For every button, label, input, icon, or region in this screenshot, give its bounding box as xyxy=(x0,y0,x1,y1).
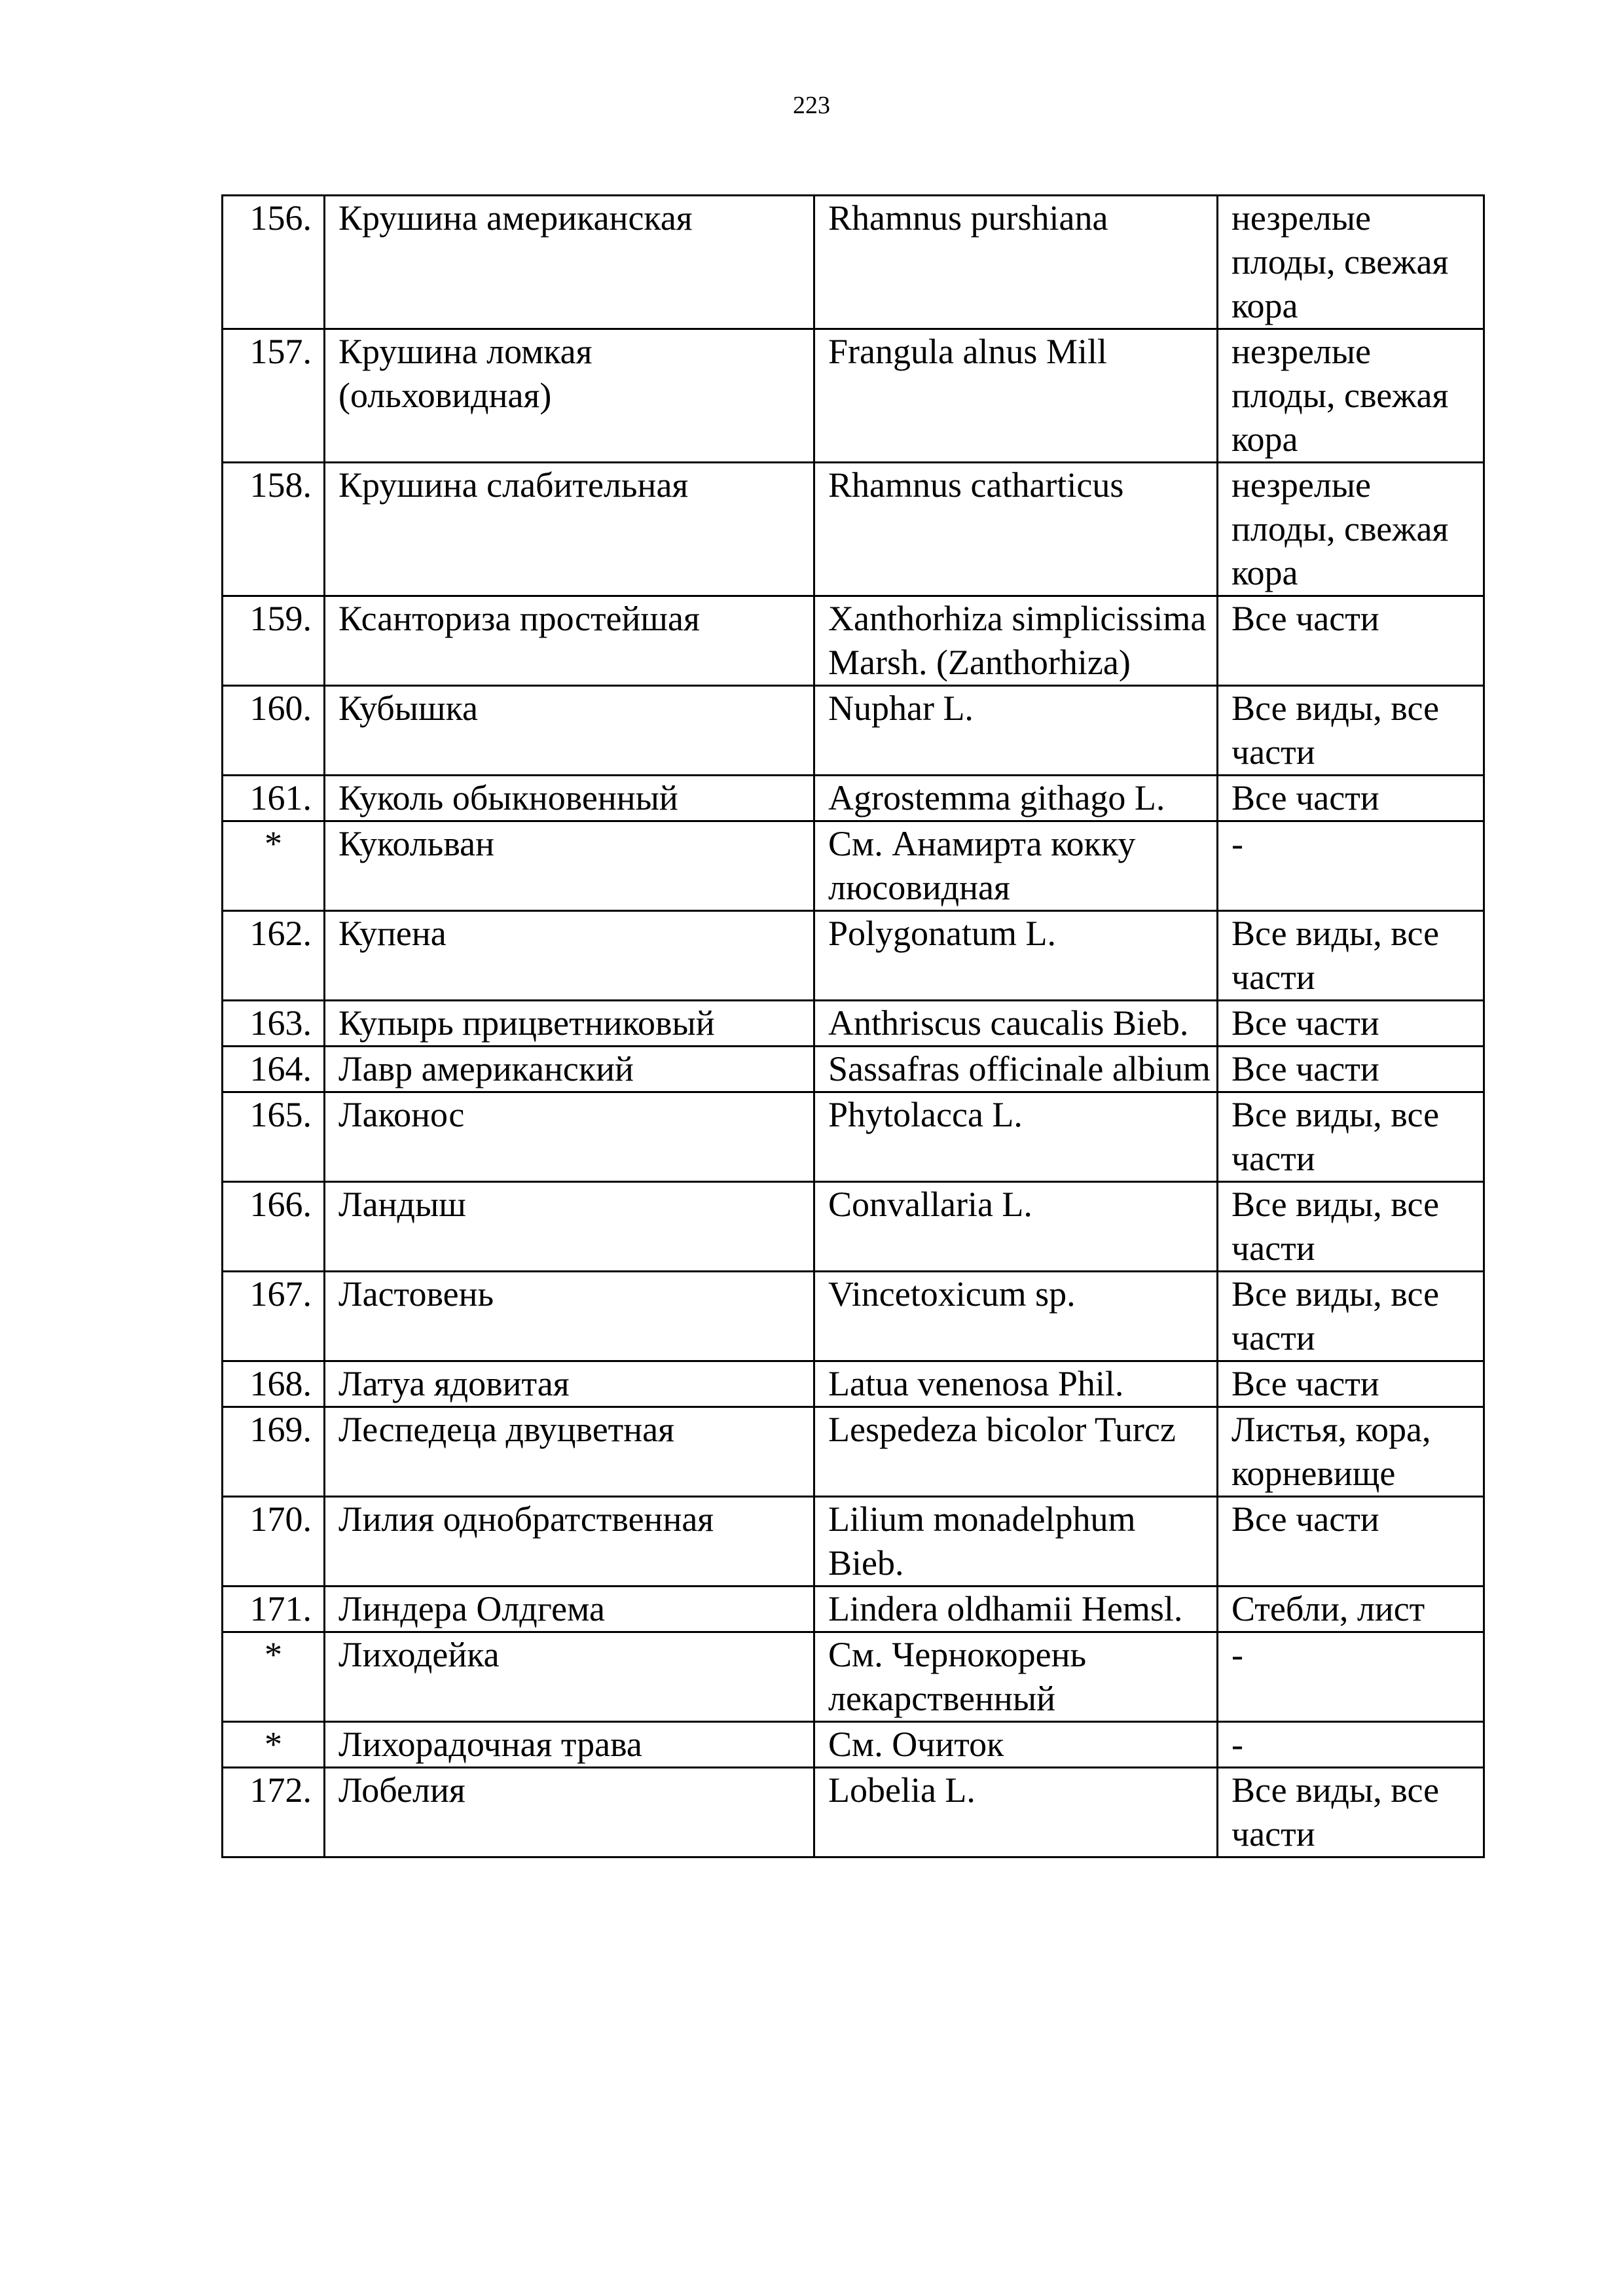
latin-name-cell: Latua venenosa Phil. xyxy=(814,1361,1218,1407)
toxic-parts-cell: - xyxy=(1218,1632,1484,1722)
row-number-cell: 158. xyxy=(223,463,325,596)
latin-name-cell: Lindera oldhamii Hemsl. xyxy=(814,1587,1218,1632)
page-number: 223 xyxy=(793,92,830,119)
toxic-parts-cell: Листья, кора, корневище xyxy=(1218,1407,1484,1497)
toxic-parts-cell: Все части xyxy=(1218,596,1484,686)
row-number-cell: 169. xyxy=(223,1407,325,1497)
table-row xyxy=(223,776,1484,821)
plant-name-cell: Купырь прицветниковый xyxy=(325,1001,814,1047)
plant-name-cell: Купена xyxy=(325,911,814,1001)
plant-name-cell: Линдера Олдгема xyxy=(325,1587,814,1632)
table-row xyxy=(223,1092,1484,1182)
table-row xyxy=(223,1272,1484,1361)
row-number-cell: 171. xyxy=(223,1587,325,1632)
table-row xyxy=(223,1497,1484,1587)
row-number-cell: 172. xyxy=(223,1768,325,1857)
toxic-parts-cell: Все виды, все части xyxy=(1218,1768,1484,1857)
toxic-parts-cell: - xyxy=(1218,821,1484,911)
toxic-parts-cell: Все части xyxy=(1218,1361,1484,1407)
toxic-parts-cell: Все виды, все части xyxy=(1218,1272,1484,1361)
row-number-cell: 166. xyxy=(223,1182,325,1272)
latin-name-cell: Agrostemma githago L. xyxy=(814,776,1218,821)
toxic-parts-cell: Все части xyxy=(1218,1047,1484,1092)
row-number-cell: * xyxy=(223,1632,325,1722)
plant-table xyxy=(221,194,1485,1858)
latin-name-cell: См. Очиток xyxy=(814,1722,1218,1768)
plant-name-cell: Ландыш xyxy=(325,1182,814,1272)
latin-name-cell: См. Анамирта кокку люсовидная xyxy=(814,821,1218,911)
latin-name-cell: Rhamnus purshiana xyxy=(814,196,1218,329)
plant-name-cell: Лобелия xyxy=(325,1768,814,1857)
row-number-cell: 162. xyxy=(223,911,325,1001)
toxic-parts-cell: Все виды, все части xyxy=(1218,686,1484,776)
latin-name-cell: См. Чернокорень лекарственный xyxy=(814,1632,1218,1722)
table-row xyxy=(223,1768,1484,1857)
latin-name-cell: Xanthorhiza simplicissima Marsh. (Zanthorhiza) xyxy=(814,596,1218,686)
plant-name-cell: Лаконос xyxy=(325,1092,814,1182)
table-row xyxy=(223,911,1484,1001)
row-number-cell: 157. xyxy=(223,329,325,463)
row-number-cell: 168. xyxy=(223,1361,325,1407)
latin-name-cell: Lilium monadelphum Bieb. xyxy=(814,1497,1218,1587)
table-row xyxy=(223,196,1484,329)
latin-name-cell: Polygonatum L. xyxy=(814,911,1218,1001)
row-number-cell: 160. xyxy=(223,686,325,776)
table-row xyxy=(223,1182,1484,1272)
toxic-parts-cell: Все виды, все части xyxy=(1218,1092,1484,1182)
latin-name-cell: Lobelia L. xyxy=(814,1768,1218,1857)
plant-name-cell: Леспедеца двуцветная xyxy=(325,1407,814,1497)
table-row xyxy=(223,821,1484,911)
row-number-cell: 167. xyxy=(223,1272,325,1361)
toxic-parts-cell: незрелые плоды, свежая кора xyxy=(1218,463,1484,596)
table-row xyxy=(223,1001,1484,1047)
plant-name-cell: Кубышка xyxy=(325,686,814,776)
row-number-cell: 163. xyxy=(223,1001,325,1047)
latin-name-cell: Rhamnus catharticus xyxy=(814,463,1218,596)
plant-name-cell: Латуа ядовитая xyxy=(325,1361,814,1407)
toxic-parts-cell: Стебли, лист xyxy=(1218,1587,1484,1632)
latin-name-cell: Vincetoxicum sp. xyxy=(814,1272,1218,1361)
row-number-cell: * xyxy=(223,1722,325,1768)
plant-name-cell: Кукольван xyxy=(325,821,814,911)
plant-name-cell: Крушина слабительная xyxy=(325,463,814,596)
toxic-parts-cell: Все части xyxy=(1218,776,1484,821)
latin-name-cell: Frangula alnus Mill xyxy=(814,329,1218,463)
plant-name-cell: Крушина ломкая (ольховидная) xyxy=(325,329,814,463)
table-row xyxy=(223,1632,1484,1722)
table-row xyxy=(223,1587,1484,1632)
row-number-cell: 159. xyxy=(223,596,325,686)
plant-name-cell: Ксанториза простейшая xyxy=(325,596,814,686)
table-row xyxy=(223,463,1484,596)
latin-name-cell: Convallaria L. xyxy=(814,1182,1218,1272)
table-row xyxy=(223,1361,1484,1407)
row-number-cell: 156. xyxy=(223,196,325,329)
plant-name-cell: Лихорадочная трава xyxy=(325,1722,814,1768)
table-row xyxy=(223,1407,1484,1497)
table-row xyxy=(223,329,1484,463)
row-number-cell: 164. xyxy=(223,1047,325,1092)
plant-name-cell: Лиходейка xyxy=(325,1632,814,1722)
plant-name-cell: Крушина американская xyxy=(325,196,814,329)
row-number-cell: * xyxy=(223,821,325,911)
toxic-parts-cell: незрелые плоды, свежая кора xyxy=(1218,196,1484,329)
toxic-parts-cell: Все части xyxy=(1218,1497,1484,1587)
latin-name-cell: Sassafras officinale albium xyxy=(814,1047,1218,1092)
table-row xyxy=(223,686,1484,776)
row-number-cell: 161. xyxy=(223,776,325,821)
toxic-parts-cell: Все виды, все части xyxy=(1218,911,1484,1001)
toxic-parts-cell: незрелые плоды, свежая кора xyxy=(1218,329,1484,463)
plant-name-cell: Куколь обыкновенный xyxy=(325,776,814,821)
row-number-cell: 170. xyxy=(223,1497,325,1587)
row-number-cell: 165. xyxy=(223,1092,325,1182)
latin-name-cell: Nuphar L. xyxy=(814,686,1218,776)
toxic-parts-cell: Все виды, все части xyxy=(1218,1182,1484,1272)
latin-name-cell: Anthriscus caucalis Bieb. xyxy=(814,1001,1218,1047)
latin-name-cell: Phytolacca L. xyxy=(814,1092,1218,1182)
latin-name-cell: Lespedeza bicolor Turcz xyxy=(814,1407,1218,1497)
plant-name-cell: Ластовень xyxy=(325,1272,814,1361)
table-body xyxy=(223,196,1484,1857)
plant-name-cell: Лавр американский xyxy=(325,1047,814,1092)
table-row xyxy=(223,1047,1484,1092)
toxic-parts-cell: Все части xyxy=(1218,1001,1484,1047)
table-row xyxy=(223,596,1484,686)
plant-name-cell: Лилия однобратственная xyxy=(325,1497,814,1587)
toxic-parts-cell: - xyxy=(1218,1722,1484,1768)
table-row xyxy=(223,1722,1484,1768)
